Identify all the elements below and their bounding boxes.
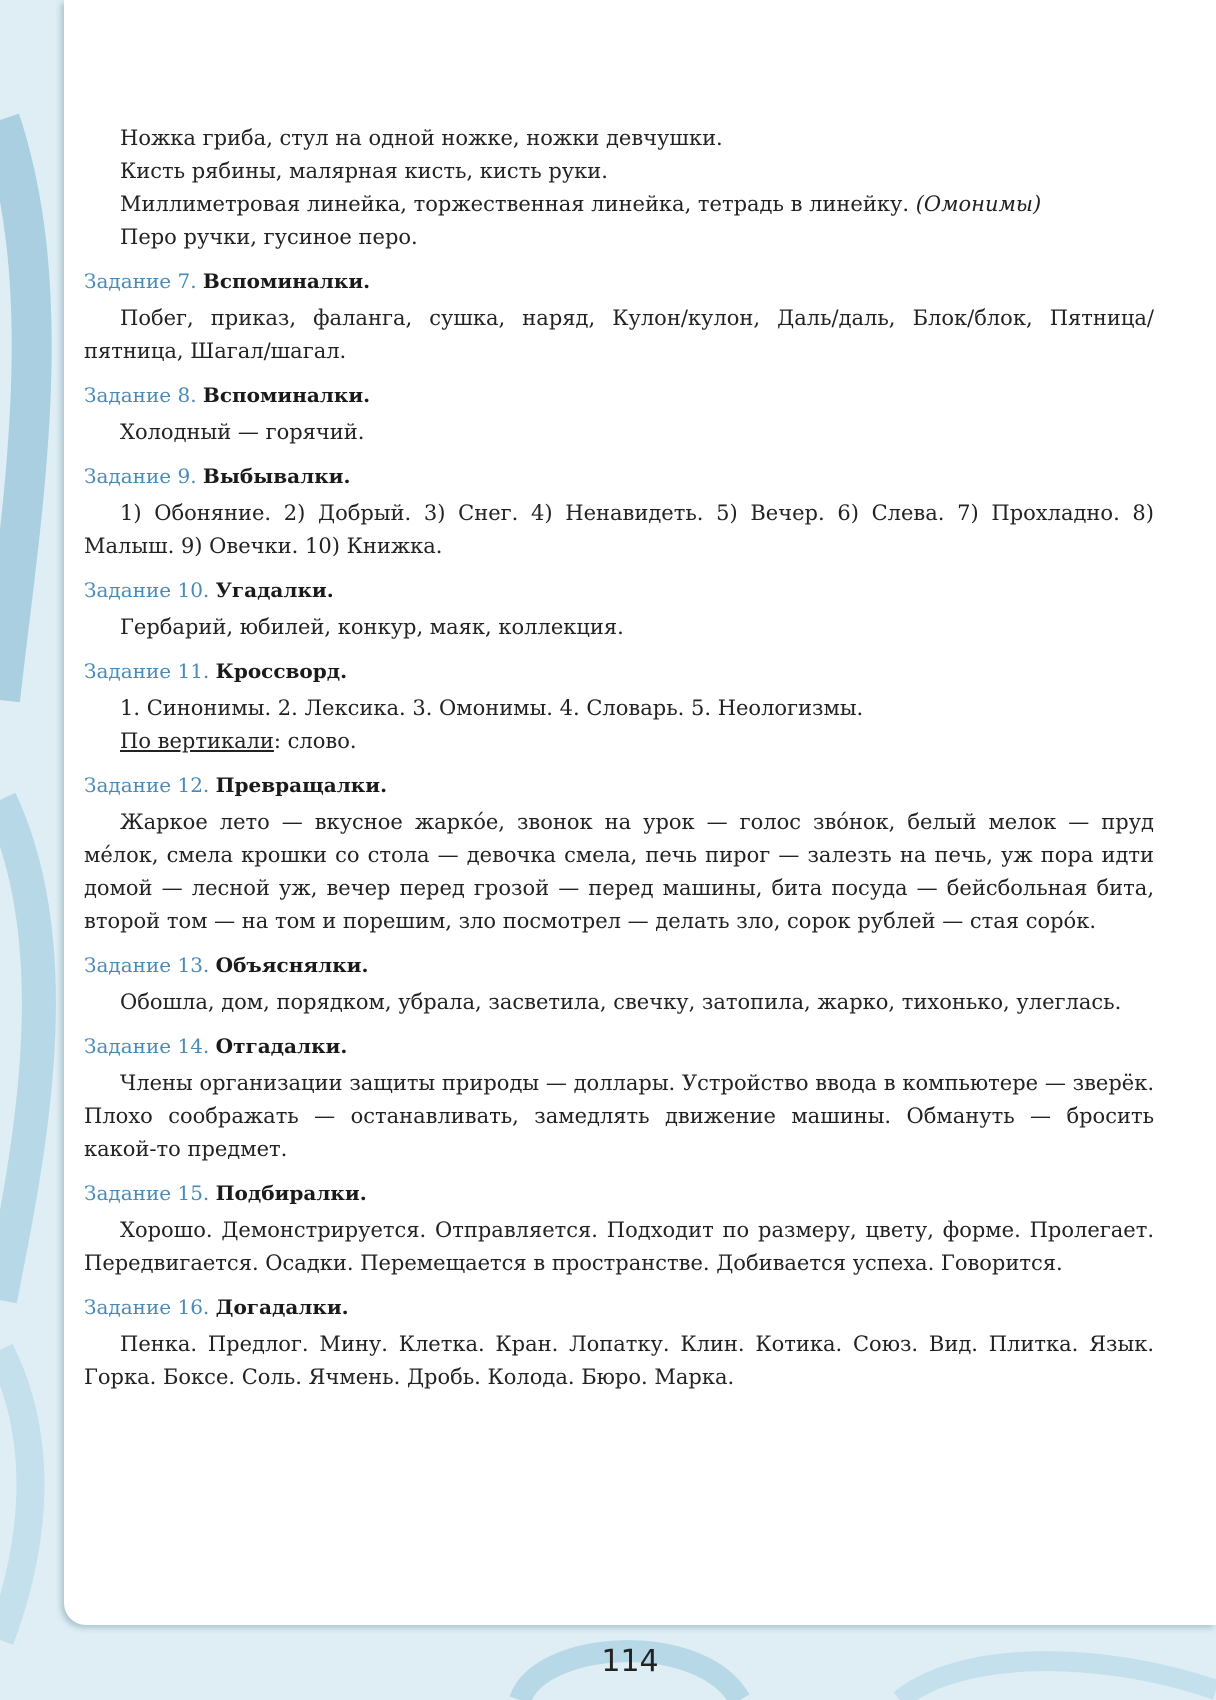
task-number: Задание 9. [84,464,197,488]
task-name: Отгадалки. [215,1034,348,1058]
task-name: Кроссворд. [215,659,348,683]
task-number: Задание 13. [84,953,210,977]
task-number: Задание 15. [84,1181,210,1205]
task-number: Задание 16. [84,1295,210,1319]
intro-line: Ножка гриба, стул на одной ножке, ножки девчушки. [120,126,723,150]
task-answer: Побег, приказ, фаланга, сушка, наряд, Кулон/кулон, Даль/даль, Блок/блок, Пятница/пятница, Шагал/шагал. [84,306,1154,363]
task-answer: Холодный — горячий. [120,420,365,444]
task-heading [84,461,1154,491]
task-name: Объяснялки. [215,953,369,977]
intro-line [84,188,1154,221]
intro-line: Перо ручки, гусиное перо. [120,225,418,249]
task-answer: Гербарий, юбилей, конкур, маяк, коллекция. [120,615,624,639]
task-answer: Жаркое лето — вкусное жаркóе, звонок на урок — голос звóнок, белый мелок — пруд мéлок, смела крошки со стола — девочка смела, печь пирог — залезть на печь, уж пора идти домой — лесной уж, вечер перед грозой — перед машины, бита посуда — бейсбольная бита, второй том — на том и порешим, зло посмотрел — делать зло, сорок рублей — стая сорóк. [84,810,1154,933]
intro-line-text: Миллиметровая линейка, торжественная линейка, тетрадь в линейку. [120,192,910,216]
task-answer: Хорошо. Демонстрируется. Отправляется. Подходит по размеру, цвету, форме. Пролегает. Передвигается. Осадки. Перемещается в пространстве. Добивается успеха. Говорится. [84,1218,1154,1275]
intro-line: Кисть рябины, малярная кисть, кисть руки. [120,159,608,183]
intro-note: (Омонимы) [915,192,1042,216]
task-heading [84,770,1154,800]
task-name: Вспоминалки. [202,383,371,407]
task-answer: 1) Обоняние. 2) Добрый. 3) Снег. 4) Ненавидеть. 5) Вечер. 6) Слева. 7) Прохладно. 8) Малыш. 9) Овечки. 10) Книжка. [84,501,1154,558]
task-answer: Пенка. Предлог. Мину. Клетка. Кран. Лопатку. Клин. Котика. Союз. Вид. Плитка. Язык. Горка. Боксе. Соль. Ячмень. Дробь. Колода. Бюро. Марка. [84,1332,1154,1389]
task-number: Задание 10. [84,578,210,602]
task-heading [84,266,1154,296]
task-name: Вспоминалки. [202,269,371,293]
task-name: Выбывалки. [202,464,351,488]
task-heading [84,380,1154,410]
task-name: Превращалки. [215,773,388,797]
task-heading [84,1292,1154,1322]
task-heading [84,1178,1154,1208]
task-name: Подбиралки. [215,1181,367,1205]
task-heading [84,656,1154,686]
task-number: Задание 8. [84,383,197,407]
sub-label: По вертикали [120,729,274,753]
task-heading [84,1031,1154,1061]
task-answer: Обошла, дом, порядком, убрала, засветила, свечку, затопила, жарко, тихонько, улеглась. [120,990,1122,1014]
page-number: 114 [601,1644,659,1679]
task-heading [84,950,1154,980]
task-number: Задание 11. [84,659,210,683]
task-number: Задание 12. [84,773,210,797]
task-name: Догадалки. [215,1295,349,1319]
sub-text: : слово. [273,729,357,753]
task-name: Угадалки. [215,578,334,602]
task-heading [84,575,1154,605]
task-number: Задание 14. [84,1034,210,1058]
page-sheet [64,0,1216,1625]
task-answer-sub [84,725,1154,758]
task-number: Задание 7. [84,269,197,293]
task-answer: Члены организации защиты природы — доллары. Устройство ввода в компьютере — зверёк. Плохо соображать — останавливать, замедлять движение машины. Обмануть — бросить какой-то предмет. [84,1071,1154,1161]
page-content [84,122,1154,1394]
task-answer: 1. Синонимы. 2. Лексика. 3. Омонимы. 4. Словарь. 5. Неологизмы. [120,696,864,720]
